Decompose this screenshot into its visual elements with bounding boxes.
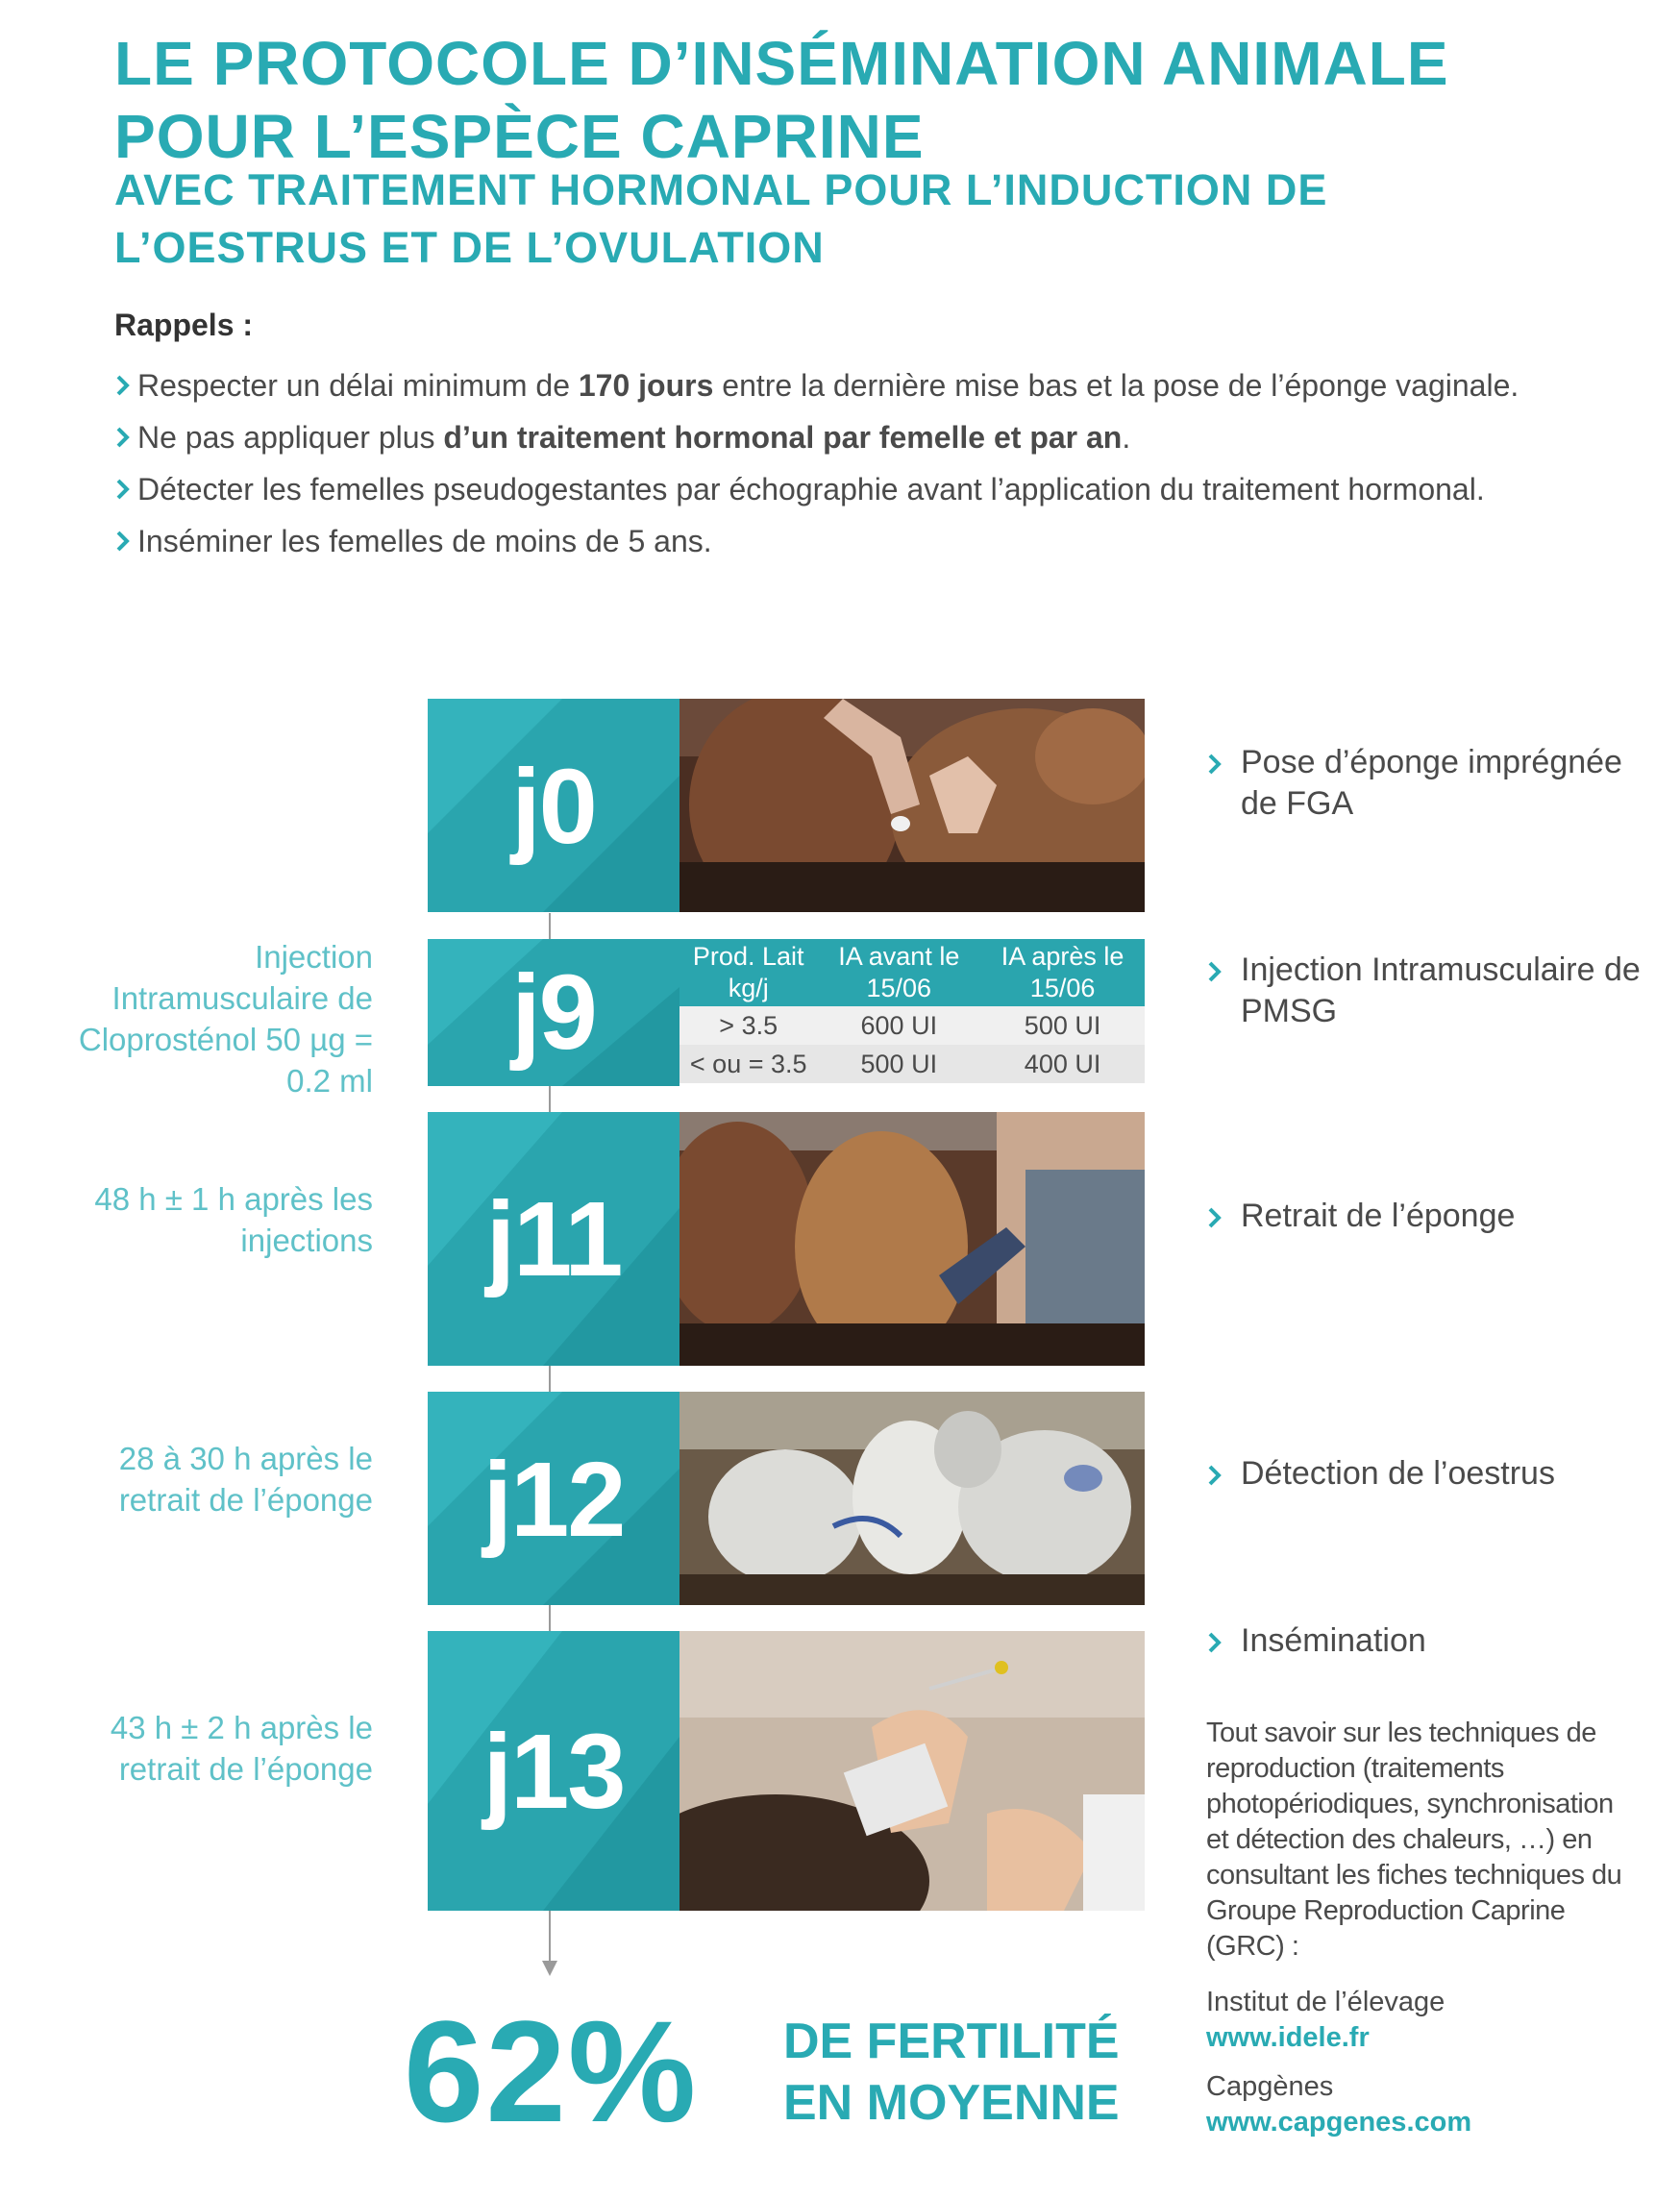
rappels-list — [114, 365, 1614, 573]
step-note-left-j12: 28 à 30 h après le retrait de l’éponge — [118, 1441, 373, 1518]
step-label: j11 — [485, 1180, 622, 1298]
chevron-right-icon — [114, 473, 132, 506]
step-block-j12 — [428, 1392, 679, 1605]
table-row: > 3.5 600 UI 500 UI — [679, 1006, 1145, 1045]
photo-oestrus-detection — [679, 1392, 1145, 1605]
rappel-item: Ne pas appliquer plus d’un traitement hormonal par femelle et par an. — [114, 417, 1614, 457]
table-header: IA avant le 15/06 — [817, 939, 980, 1006]
step-block-j13 — [428, 1631, 679, 1911]
page-title — [114, 27, 1614, 173]
chevron-right-icon — [1206, 1201, 1223, 1234]
step-block-j0 — [428, 699, 679, 912]
step-note-left-j13: 43 h ± 2 h après le retrait de l’éponge — [110, 1710, 373, 1787]
link-idele[interactable]: www.idele.fr — [1206, 2022, 1370, 2053]
table-header: Prod. Lait kg/j — [679, 939, 817, 1006]
rappel-item: Inséminer les femelles de moins de 5 ans. — [114, 521, 1614, 561]
title-line-1: LE PROTOCOLE D’INSÉMINATION ANIMALE — [114, 29, 1449, 98]
subtitle-line-1: AVEC TRAITEMENT HORMONAL POUR L’INDUCTION DE — [114, 165, 1328, 214]
step-note-left-j9: Injection Intramusculaire de Cloprosténol 50 µg = 0.2 ml — [78, 939, 373, 1099]
page-subtitle — [114, 161, 1614, 277]
chevron-right-icon — [114, 369, 132, 402]
rappel-item: Détecter les femelles pseudogestantes par échographie avant l’application du traitement hormonal. — [114, 469, 1614, 509]
chevron-right-icon — [1206, 748, 1223, 780]
step-label: j0 — [511, 748, 596, 866]
info-text: Tout savoir sur les techniques de reproduction (traitements photopériodiques, synchronisation et détection des chaleurs, …) en consultant les fiches techniques du Groupe Reproduction Caprine (GRC) : — [1206, 1718, 1622, 1962]
rappels-heading: Rappels : — [114, 308, 254, 342]
title-line-2: POUR L’ESPÈCE CAPRINE — [114, 102, 925, 171]
fertility-label: DE FERTILITÉ EN MOYENNE — [783, 2014, 1120, 2131]
rappel-item: Respecter un délai minimum de 170 jours entre la dernière mise bas et la pose de l’éponge vaginale. — [114, 365, 1614, 406]
photo-sponge-insertion — [679, 699, 1145, 912]
step-note-right-j9: Injection Intramusculaire de PMSG — [1206, 950, 1648, 1032]
step-note-right-j11: Retrait de l’éponge — [1206, 1196, 1648, 1237]
table-header: IA après le 15/06 — [980, 939, 1145, 1006]
link-capgenes[interactable]: www.capgenes.com — [1206, 2107, 1472, 2138]
fertility-percent: 62% — [404, 1990, 699, 2152]
org-capgenes: Capgènes — [1206, 2071, 1334, 2102]
chevron-right-icon — [114, 525, 132, 557]
step-label: j13 — [482, 1713, 625, 1831]
timeline-arrow-icon — [542, 1961, 557, 1976]
photo-sponge-removal — [679, 1112, 1145, 1366]
step-block-j11 — [428, 1112, 679, 1366]
step-note-right-j0: Pose d’éponge imprégnée de FGA — [1206, 742, 1648, 825]
chevron-right-icon — [1206, 955, 1223, 988]
table-row: < ou = 3.5 500 UI 400 UI — [679, 1045, 1145, 1083]
step-label: j12 — [482, 1441, 625, 1559]
step-note-left-j11: 48 h ± 1 h après les injections — [94, 1181, 373, 1258]
photo-insemination — [679, 1631, 1145, 1911]
step-note-right-j13: Insémination — [1206, 1620, 1648, 1662]
org-idele: Institut de l’élevage — [1206, 1987, 1445, 2017]
step-note-right-j12: Détection de l’oestrus — [1206, 1453, 1648, 1495]
pmsg-dose-table — [679, 939, 1145, 1083]
subtitle-line-2: L’OESTRUS ET DE L’OVULATION — [114, 223, 825, 272]
step-label: j9 — [511, 953, 596, 1072]
chevron-right-icon — [1206, 1626, 1223, 1659]
chevron-right-icon — [1206, 1459, 1223, 1492]
chevron-right-icon — [114, 421, 132, 454]
step-block-j9 — [428, 939, 679, 1086]
